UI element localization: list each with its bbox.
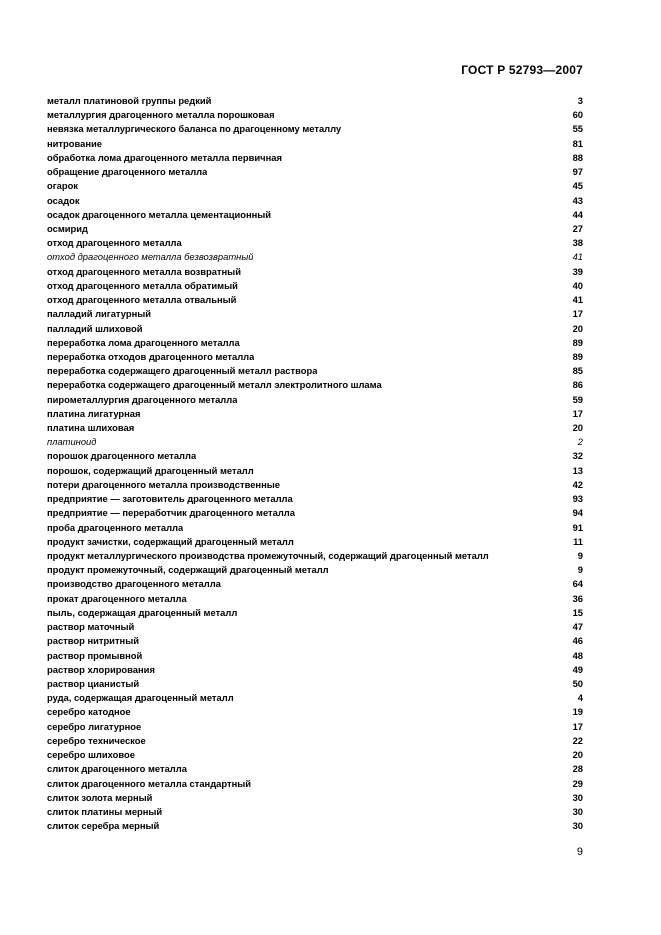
index-entry — [47, 364, 583, 378]
index-term: слиток драгоценного металла стандартный — [47, 777, 251, 789]
index-term: продукт зачистки, содержащий драгоценный металл — [47, 535, 294, 547]
index-term: порошок драгоценного металла — [47, 450, 197, 462]
index-term: обработка лома драгоценного металла первичная — [47, 151, 282, 163]
index-term: порошок, содержащий драгоценный металл — [47, 464, 254, 476]
index-term-number: 20 — [572, 422, 583, 434]
index-term: слиток серебра мерный — [47, 820, 160, 832]
index-term-number: 27 — [572, 222, 583, 234]
index-term-number: 55 — [572, 123, 583, 135]
index-entry — [47, 350, 583, 364]
index-term: серебро лигатурное — [47, 720, 142, 732]
index-term-number: 22 — [572, 734, 583, 746]
index-term-number: 15 — [572, 606, 583, 618]
index-term: нитрование — [47, 137, 102, 149]
index-entry — [47, 663, 583, 677]
index-entry — [47, 734, 583, 748]
index-entry — [47, 620, 583, 634]
index-term: раствор промывной — [47, 649, 143, 661]
index-term-number: 30 — [572, 805, 583, 817]
index-term-number: 29 — [572, 777, 583, 789]
index-entry — [47, 265, 583, 279]
index-term-number: 60 — [572, 109, 583, 121]
index-term: продукт промежуточный, содержащий драгоценный металл — [47, 564, 329, 576]
index-entry — [47, 222, 583, 236]
index-entry — [47, 322, 583, 336]
index-term-number: 81 — [572, 137, 583, 149]
index-entry — [47, 393, 583, 407]
index-term: переработка лома драгоценного металла — [47, 336, 240, 348]
index-entry — [47, 592, 583, 606]
index-term-number: 94 — [572, 507, 583, 519]
index-entry — [47, 805, 583, 819]
document-header: ГОСТ Р 52793—2007 — [461, 63, 583, 77]
index-term: отход драгоценного металла возвратный — [47, 265, 241, 277]
index-term-number: 36 — [572, 592, 583, 604]
index-term: отход драгоценного металла отвальный — [47, 294, 237, 306]
index-entry — [47, 521, 583, 535]
index-entry — [47, 492, 583, 506]
index-term: пыль, содержащая драгоценный металл — [47, 606, 238, 618]
index-term-number: 89 — [572, 336, 583, 348]
index-entry — [47, 549, 583, 563]
index-entry — [47, 464, 583, 478]
index-term: переработка содержащего драгоценный металл электролитного шлама — [47, 379, 382, 391]
index-entry — [47, 378, 583, 392]
index-term-number: 17 — [572, 308, 583, 320]
index-term-number: 2 — [577, 436, 583, 448]
index-term-number: 40 — [572, 279, 583, 291]
index-term-number: 49 — [572, 663, 583, 675]
index-term: потери драгоценного металла производственные — [47, 478, 280, 490]
index-term-number: 9 — [577, 550, 583, 561]
index-term-number: 4 — [577, 692, 583, 704]
index-term: раствор нитритный — [47, 635, 139, 647]
index-term-number: 19 — [572, 706, 583, 718]
index-term: предприятие — заготовитель драгоценного металла — [47, 493, 293, 505]
index-term: раствор маточный — [47, 621, 135, 633]
index-term-number: 89 — [572, 350, 583, 362]
index-term-number: 20 — [572, 322, 583, 334]
index-entry — [47, 407, 583, 421]
index-term-number: 88 — [572, 151, 583, 163]
index-term-number: 3 — [577, 95, 583, 106]
index-term-number: 9 — [577, 564, 583, 576]
index-entry — [47, 819, 583, 833]
index-term-number: 41 — [572, 294, 583, 306]
index-term: слиток золота мерный — [47, 791, 153, 803]
index-term: осмирид — [47, 222, 88, 234]
index-term: платина шлиховая — [47, 422, 135, 434]
index-term-number: 97 — [572, 166, 583, 178]
index-term: производство драгоценного металла — [47, 578, 221, 590]
index-entry — [47, 293, 583, 307]
index-entry — [47, 777, 583, 791]
index-entry — [47, 691, 583, 705]
index-entry — [47, 250, 583, 264]
index-entry — [47, 137, 583, 151]
index-term: платиноид — [47, 436, 97, 448]
index-term-number: 17 — [572, 407, 583, 419]
index-term: отход драгоценного металла — [47, 237, 182, 249]
index-entry — [47, 179, 583, 193]
index-term: отход драгоценного металла безвозвратный — [47, 251, 254, 263]
index-term: осадок драгоценного металла цементационный — [47, 208, 272, 220]
index-term: пирометаллургия драгоценного металла — [47, 393, 238, 405]
index-entry — [47, 307, 583, 321]
index-entry — [47, 122, 583, 136]
index-term: серебро шлиховое — [47, 749, 135, 761]
index-term-number: 30 — [572, 791, 583, 803]
index-term-number: 85 — [572, 365, 583, 377]
index-entry — [47, 563, 583, 577]
index-entry — [47, 677, 583, 691]
index-term: прокат драгоценного металла — [47, 592, 187, 604]
index-term: отход драгоценного металла обратимый — [47, 279, 238, 291]
index-entry — [47, 194, 583, 208]
index-entry — [47, 634, 583, 648]
index-entry — [47, 151, 583, 165]
index-entry — [47, 649, 583, 663]
index-term: переработка отходов драгоценного металла — [47, 350, 255, 362]
index-term-number: 47 — [572, 621, 583, 633]
index-term: палладий лигатурный — [47, 308, 151, 320]
index-term: слиток платины мерный — [47, 805, 163, 817]
index-term-number: 48 — [572, 649, 583, 661]
index-term: слиток драгоценного металла — [47, 763, 187, 775]
index-entry — [47, 94, 583, 108]
page-number: 9 — [576, 846, 583, 858]
index-entry — [47, 606, 583, 620]
index-term: платина лигатурная — [47, 407, 141, 419]
index-term: серебро техническое — [47, 734, 146, 746]
index-term: переработка содержащего драгоценный металл раствора — [47, 365, 318, 377]
index-term-number: 46 — [572, 635, 583, 647]
index-term-number: 17 — [572, 720, 583, 732]
index-entry — [47, 748, 583, 762]
index-term: металлургия драгоценного металла порошковая — [47, 109, 275, 121]
index-entry — [47, 577, 583, 591]
index-term-number: 59 — [572, 393, 583, 405]
index-term-number: 44 — [572, 208, 583, 220]
index-entry — [47, 336, 583, 350]
index-entry — [47, 791, 583, 805]
index-entry — [47, 236, 583, 250]
index-term-number: 64 — [572, 578, 583, 590]
index-term-number: 43 — [572, 194, 583, 206]
index-term-number: 11 — [573, 535, 583, 547]
index-entry — [47, 421, 583, 435]
index-entry — [47, 165, 583, 179]
index-entry — [47, 535, 583, 549]
index-term-number: 30 — [572, 820, 583, 832]
index-entry — [47, 506, 583, 520]
index-entry — [47, 478, 583, 492]
index-term-number: 91 — [572, 521, 583, 533]
index-term-number: 32 — [572, 450, 583, 462]
term-index-list — [47, 94, 583, 833]
index-term-number: 45 — [572, 180, 583, 192]
index-term: раствор цианистый — [47, 677, 140, 689]
index-entry — [47, 435, 583, 449]
index-term-number: 41 — [572, 251, 583, 263]
index-entry — [47, 720, 583, 734]
index-term: огарок — [47, 180, 78, 192]
index-term: раствор хлорирования — [47, 663, 155, 675]
index-entry — [47, 208, 583, 222]
index-entry — [47, 762, 583, 776]
index-term: обращение драгоценного металла — [47, 166, 208, 178]
index-term-number: 13 — [572, 464, 583, 476]
index-entry — [47, 705, 583, 719]
index-term-number: 86 — [572, 379, 583, 391]
index-entry — [47, 449, 583, 463]
index-term: проба драгоценного металла — [47, 521, 184, 533]
index-term: металл платиновой группы редкий — [47, 95, 212, 106]
index-term-number: 28 — [572, 763, 583, 775]
index-term-number: 39 — [572, 265, 583, 277]
index-term-number: 20 — [572, 749, 583, 761]
index-term: предприятие — переработчик драгоценного металла — [47, 507, 295, 519]
index-entry — [47, 108, 583, 122]
index-term: палладий шлиховой — [47, 322, 143, 334]
index-term-number: 42 — [572, 478, 583, 490]
index-term: осадок — [47, 194, 80, 206]
index-term-number: 38 — [572, 237, 583, 249]
index-term-number: 93 — [572, 493, 583, 505]
index-term: серебро катодное — [47, 706, 131, 718]
index-term-number: 50 — [572, 677, 583, 689]
index-term: невязка металлургического баланса по драгоценному металлу — [47, 123, 342, 135]
index-term: руда, содержащая драгоценный металл — [47, 692, 234, 704]
index-term: продукт металлургического производства промежуточный, содержащий драгоценный металл — [47, 550, 489, 561]
index-entry — [47, 279, 583, 293]
